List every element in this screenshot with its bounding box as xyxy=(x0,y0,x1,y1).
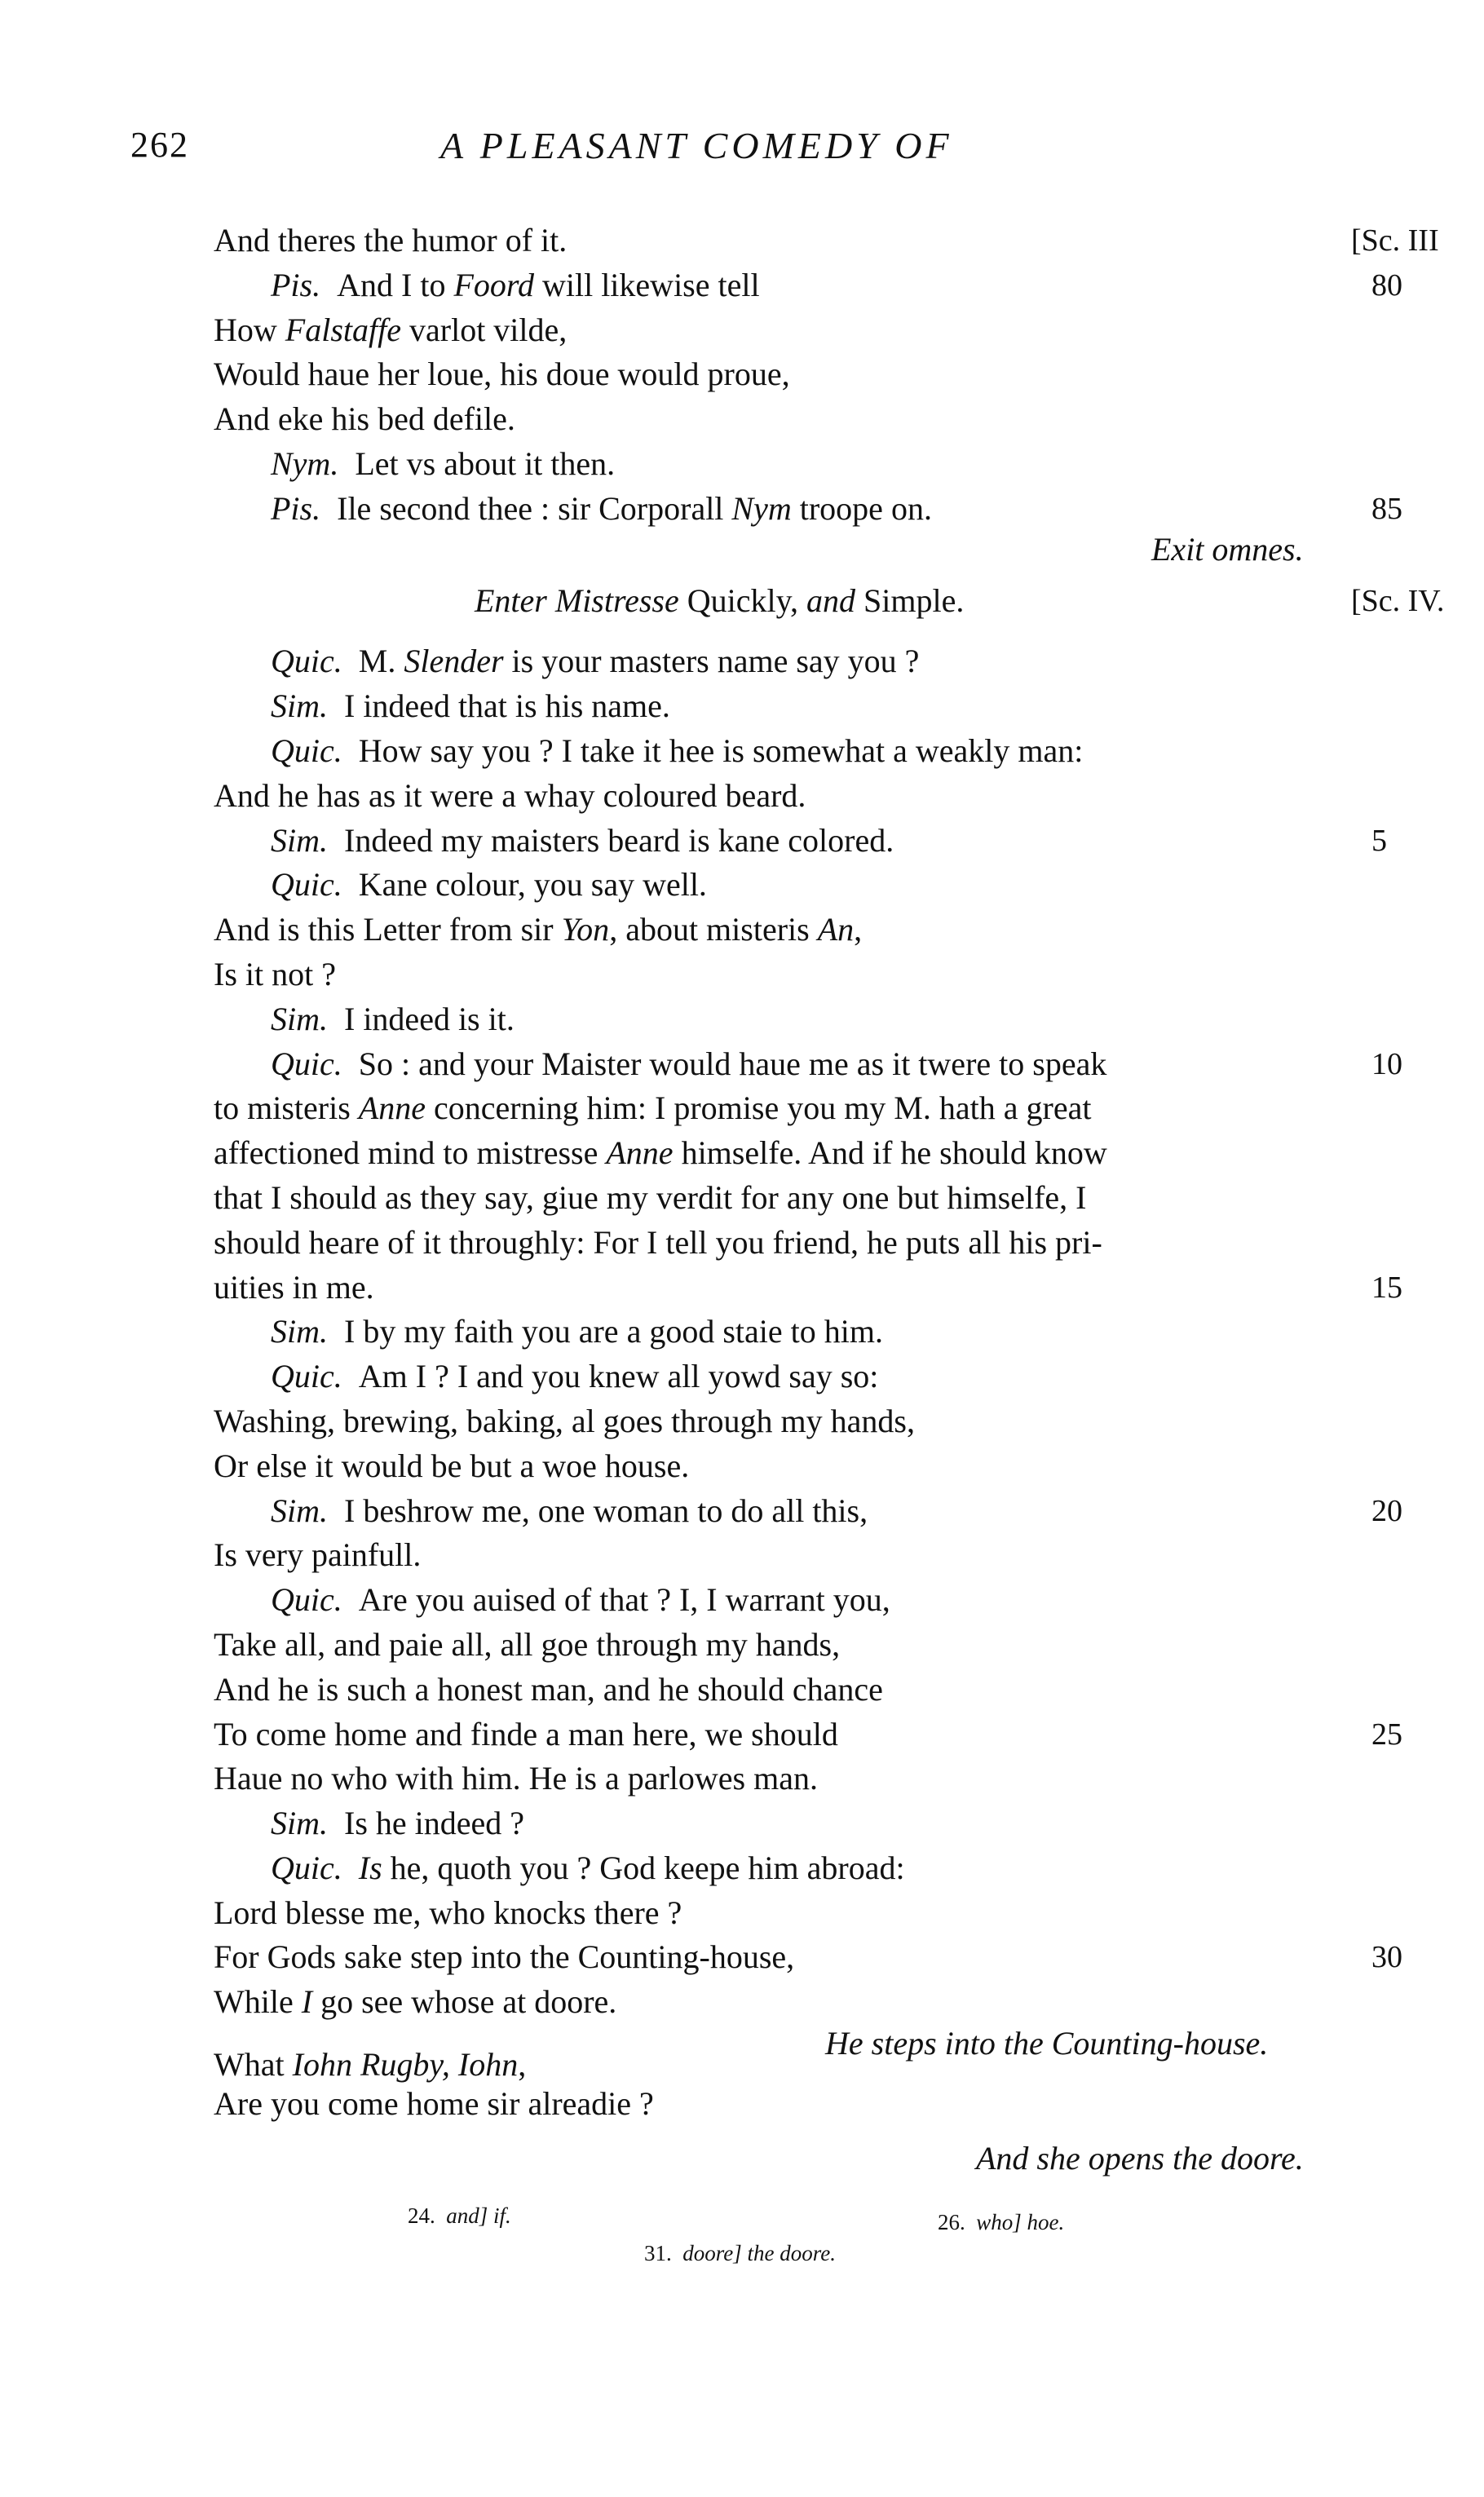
line-number: 5 xyxy=(1371,823,1387,858)
running-title: A PLEASANT COMEDY OF xyxy=(440,125,953,166)
text-line: Sim. I beshrow me, one woman to do all this, 20 xyxy=(214,1489,1437,1534)
text-line: For Gods sake step into the Counting-house, 30 xyxy=(214,1935,1437,1980)
speaker-label: Sim. xyxy=(271,1000,328,1037)
page-header xyxy=(122,124,1142,189)
speaker-label: Quic. xyxy=(271,1358,342,1395)
line-number: 30 xyxy=(1371,1940,1402,1975)
speaker-label: Quic. xyxy=(271,1849,342,1886)
footnotes xyxy=(408,2203,1142,2282)
line-number: 20 xyxy=(1371,1493,1402,1528)
line-number: 25 xyxy=(1371,1717,1402,1752)
text-line: Take all, and paie all, all goe through my hands, xyxy=(214,1625,841,1663)
page-number: 262 xyxy=(130,125,189,165)
play-text xyxy=(214,219,1445,2181)
speaker-label: Sim. xyxy=(271,687,328,725)
speaker-label: Quic. xyxy=(271,866,342,904)
speaker-label: Pis. xyxy=(271,266,321,303)
line-number: 85 xyxy=(1371,491,1402,526)
speaker-label: Quic. xyxy=(271,1581,342,1619)
text-line: Sim. I by my faith you are a good staie to him. xyxy=(271,1313,883,1350)
scene-marker: [Sc. IV. xyxy=(1351,583,1445,618)
line-number: 15 xyxy=(1371,1270,1402,1305)
text-line: Quic. How say you ? I take it hee is somewhat a weakly man: xyxy=(271,731,1084,769)
text-line: that I should as they say, giue my verdit for any one but himselfe, I xyxy=(214,1178,1087,1216)
text-line: Sim. I indeed that is his name. xyxy=(271,687,670,725)
text-line: Or else it would be but a woe house. xyxy=(214,1447,690,1484)
speaker-label: Nym. xyxy=(271,444,339,482)
text-line: Would haue her loue, his doue would proue, xyxy=(214,356,790,393)
text-line: affectioned mind to mistresse Anne himselfe. And if he should know xyxy=(214,1134,1107,1172)
text-line: Quic. Is he, quoth you ? God keepe him abroad: xyxy=(271,1849,905,1886)
stage-direction: And she opens the doore. xyxy=(976,2139,1304,2177)
speaker-label: Quic. xyxy=(271,1045,342,1082)
stage-direction-line xyxy=(214,2137,1437,2181)
footnote-row xyxy=(408,2203,1142,2243)
text-line: to misteris Anne concerning him: I promise you my M. hath a great xyxy=(214,1089,1092,1127)
text-line: Quic. Am I ? I and you knew all yowd say so: xyxy=(271,1358,879,1395)
text-line: Haue no who with him. He is a parlowes man. xyxy=(214,1760,818,1797)
text-line: Sim. I indeed is it. xyxy=(271,1000,515,1037)
speaker-label: Quic. xyxy=(271,731,342,769)
text-line: Washing, brewing, baking, al goes through my hands, xyxy=(214,1402,915,1439)
text-line: Nym. Let vs about it then. xyxy=(271,444,616,482)
line-number: 10 xyxy=(1371,1046,1402,1081)
line-number: 80 xyxy=(1371,267,1402,303)
text-line: How Falstaffe varlot vilde, xyxy=(214,311,568,348)
text-line: Sim. Indeed my maisters beard is kane colored. 5 xyxy=(214,819,1437,864)
text-line: Quic. Kane colour, you say well. xyxy=(271,866,707,904)
speaker-label: Sim. xyxy=(271,1805,328,1842)
speaker-label: Sim. xyxy=(271,1492,328,1529)
text-line: And he has as it were a whay coloured beard. xyxy=(214,776,806,814)
text-line: While I go see whose at doore. xyxy=(214,1983,617,2021)
scene-heading: Enter Mistresse Quickly, and Simple. [Sc. IV. xyxy=(214,579,1437,624)
text-line: Are you come home sir alreadie ? xyxy=(214,2085,654,2123)
stage-direction-line xyxy=(214,532,1437,568)
text-line: Is it not ? xyxy=(214,955,336,992)
speaker-label: Sim. xyxy=(271,1313,328,1350)
speaker-label: Pis. xyxy=(271,489,321,527)
text-line: Quic. So : and your Maister would haue me as it twere to speak 10 xyxy=(214,1042,1437,1087)
stage-direction: He steps into the Counting-house. xyxy=(825,2025,1269,2062)
footnote: 26. who] hoe. xyxy=(938,2210,1065,2234)
text-line: What Iohn Rugby, Iohn, He steps into the Counting-house. xyxy=(214,2025,1437,2082)
footnote: 31. doore] the doore. xyxy=(644,2241,836,2265)
text-line: uities in me. 15 xyxy=(214,1266,1437,1310)
text-line: And theres the humor of it. [Sc. III xyxy=(214,219,1437,263)
speaker-label: Quic. xyxy=(271,643,342,680)
text-line: And eke his bed defile. xyxy=(214,400,515,438)
text-line: And he is such a honest man, and he should chance xyxy=(214,1670,883,1708)
stage-direction: Exit omnes. xyxy=(1151,530,1304,568)
footnote-row xyxy=(408,2243,1142,2282)
text-line: Quic. M. Slender is your masters name say you ? xyxy=(271,643,920,680)
text-line: Quic. Are you auised of that ? I, I warrant you, xyxy=(271,1581,890,1619)
text-line: To come home and finde a man here, we should 25 xyxy=(214,1713,1437,1757)
text-line: Lord blesse me, who knocks there ? xyxy=(214,1894,682,1931)
text-line: Is very painfull. xyxy=(214,1536,422,1574)
text-line: Sim. Is he indeed ? xyxy=(271,1805,525,1842)
text-line: should heare of it throughly: For I tell you friend, he puts all his pri- xyxy=(214,1223,1102,1261)
text-line: Pis. Ile second thee : sir Corporall Nym troope on. 85 xyxy=(214,487,1437,532)
footnote: 24. and] if. xyxy=(408,2203,511,2228)
text-line: And is this Letter from sir Yon, about misteris An, xyxy=(214,911,863,948)
scene-marker: [Sc. III xyxy=(1351,223,1439,258)
speaker-label: Sim. xyxy=(271,821,328,859)
text-line: Pis. And I to Foord will likewise tell 80 xyxy=(214,263,1437,308)
